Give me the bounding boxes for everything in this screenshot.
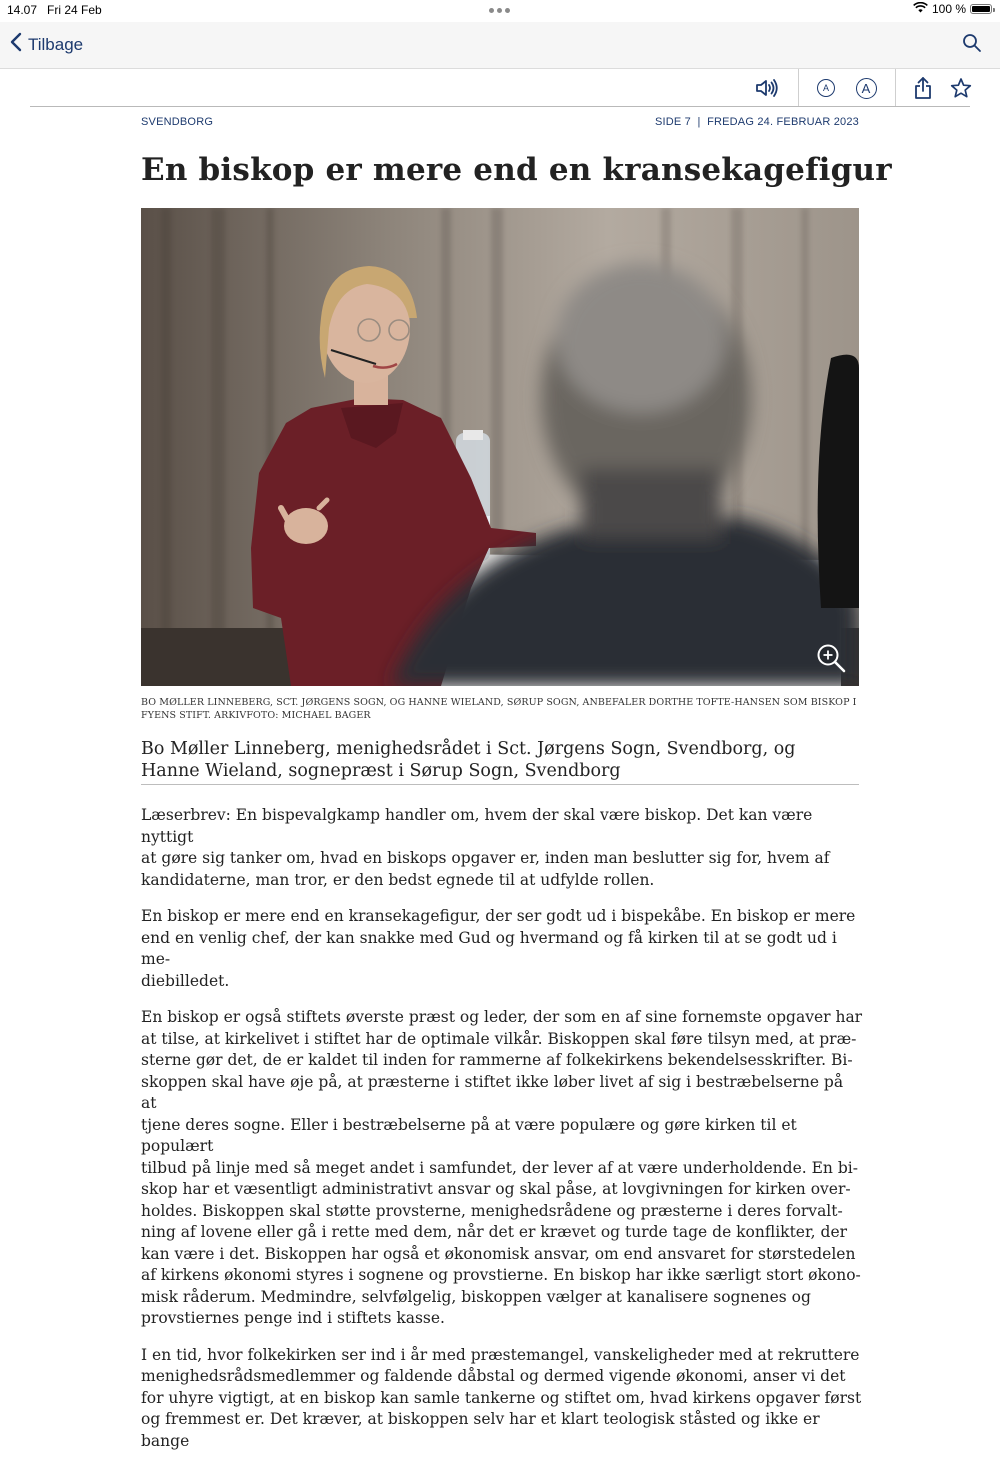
paragraph: En biskop er mere end en kransekagefigur, der ser godt ud i bispekåbe. En biskop er mere end en venlig chef, der kan snakke med Gud og hvermand og få kirken til at se godt ud i me- diebilledet.	[141, 907, 856, 990]
article-toolbar	[30, 69, 970, 107]
article-photo[interactable]	[141, 208, 859, 686]
font-larger-icon	[856, 78, 877, 99]
navigation-bar	[0, 22, 1000, 69]
section-label: SVENDBORG	[141, 116, 214, 128]
paragraph: I en tid, hvor folkekirken ser ind i år med præstemangel, vanskeligheder med at rekruttere menighedsrådsmedlemmer og faldende dåbstal og dermed vigende økonomi, anser vi det for uhyre vigtigt, at en biskop kan samle tankerne og stiftet om, hvad kirkens opgaver først og fremmest er. Det kræver, at biskoppen selv har et klart teologisk ståsted og ikke er bange	[141, 1345, 862, 1450]
font-larger-label: A	[861, 80, 871, 96]
article-byline: Bo Møller Linneberg, menighedsrådet i Sct. Jørgens Sogn, Svendborg, og Hanne Wieland, sognepræst i Sørup Sogn, Svendborg	[141, 738, 859, 785]
article-headline: En biskop er mere end en kransekagefigur	[141, 152, 892, 188]
photo-illustration	[141, 208, 859, 686]
font-larger-button[interactable]	[853, 75, 879, 101]
share-icon[interactable]	[910, 75, 936, 101]
speaker-icon[interactable]	[754, 75, 780, 101]
search-icon[interactable]	[962, 33, 982, 57]
status-date: Fri 24 Feb	[47, 3, 102, 17]
page-date-info: SIDE 7 | FREDAG 24. FEBRUAR 2023	[654, 116, 859, 128]
font-smaller-label: A	[822, 83, 829, 93]
star-icon[interactable]	[948, 75, 974, 101]
status-time: 14.07	[7, 3, 38, 17]
back-label: Tilbage	[28, 34, 84, 54]
battery-percent: 100 %	[931, 2, 966, 16]
paragraph: En biskop er også stiftets øverste præst og leder, der som en af sine fornemste opgaver har at tilse, at kirkelivet i stiftet har de optimale vilkår. Biskoppen skal føre tilsyn med, at præ- sterne gør det, de er kaldet til inden for rammerne af folkekirkens bekendelsesskrifter. Bi- skoppen skal have øje på, at præsterne i stiftet ikke løber livet af sig i bestræbelserne på at tjene deres sogne. Eller i bestræbelserne på at være populære og gøre kirken til et populært tilbud på linje med så meget andet i samfundet, der lever af at være underholdende. En bi- skop har et væsentligt administrativt ansvar og skal påse, at lovgivningen for kirken over- holdes. Biskoppen skal støtte provsterne, menighedsrådene og præsterne i deres forvalt- ning af lovene eller gå i rette med dem, når det er krævet og turde tage de konflikter, der kan være i det. Biskoppen har også et økonomisk ansvar, om end ansvaret for størstedelen af kirkens økonomi styres i sognene og provstierne. En biskop har ikke særligt stort økono- misk råderum. Medmindre, selvfølgelig, biskoppen vælger at kanalisere sognenes og provstiernes penge ind i stiftets kasse.	[141, 1008, 863, 1327]
photo-caption: BO MØLLER LINNEBERG, SCT. JØRGENS SOGN, OG HANNE WIELAND, SØRUP SOGN, ANBEFALER DORTHE TOFTE-HANSEN SOM BISKOP I FYENS STIFT. ARKIVFOTO: MICHAEL BAGER	[141, 697, 857, 721]
multitasking-dots-icon[interactable]	[489, 8, 510, 13]
article-body	[141, 805, 863, 1467]
status-bar	[0, 0, 1000, 22]
font-smaller-button[interactable]	[813, 75, 839, 101]
font-smaller-icon	[817, 79, 835, 97]
chevron-left-icon	[10, 32, 22, 57]
battery-icon	[970, 4, 992, 14]
paragraph: Læserbrev: En bispevalgkamp handler om, hvem der skal være biskop. Det kan være nyttigt at gøre sig tanker om, hvad en biskops opgaver er, inden man beslutter sig for, hvem af kandidaterne, man tror, er den bedst egnede til at udfylde rollen.	[141, 806, 830, 889]
zoom-in-icon[interactable]	[815, 642, 847, 674]
back-button[interactable]	[10, 32, 83, 57]
wifi-icon	[913, 2, 928, 16]
